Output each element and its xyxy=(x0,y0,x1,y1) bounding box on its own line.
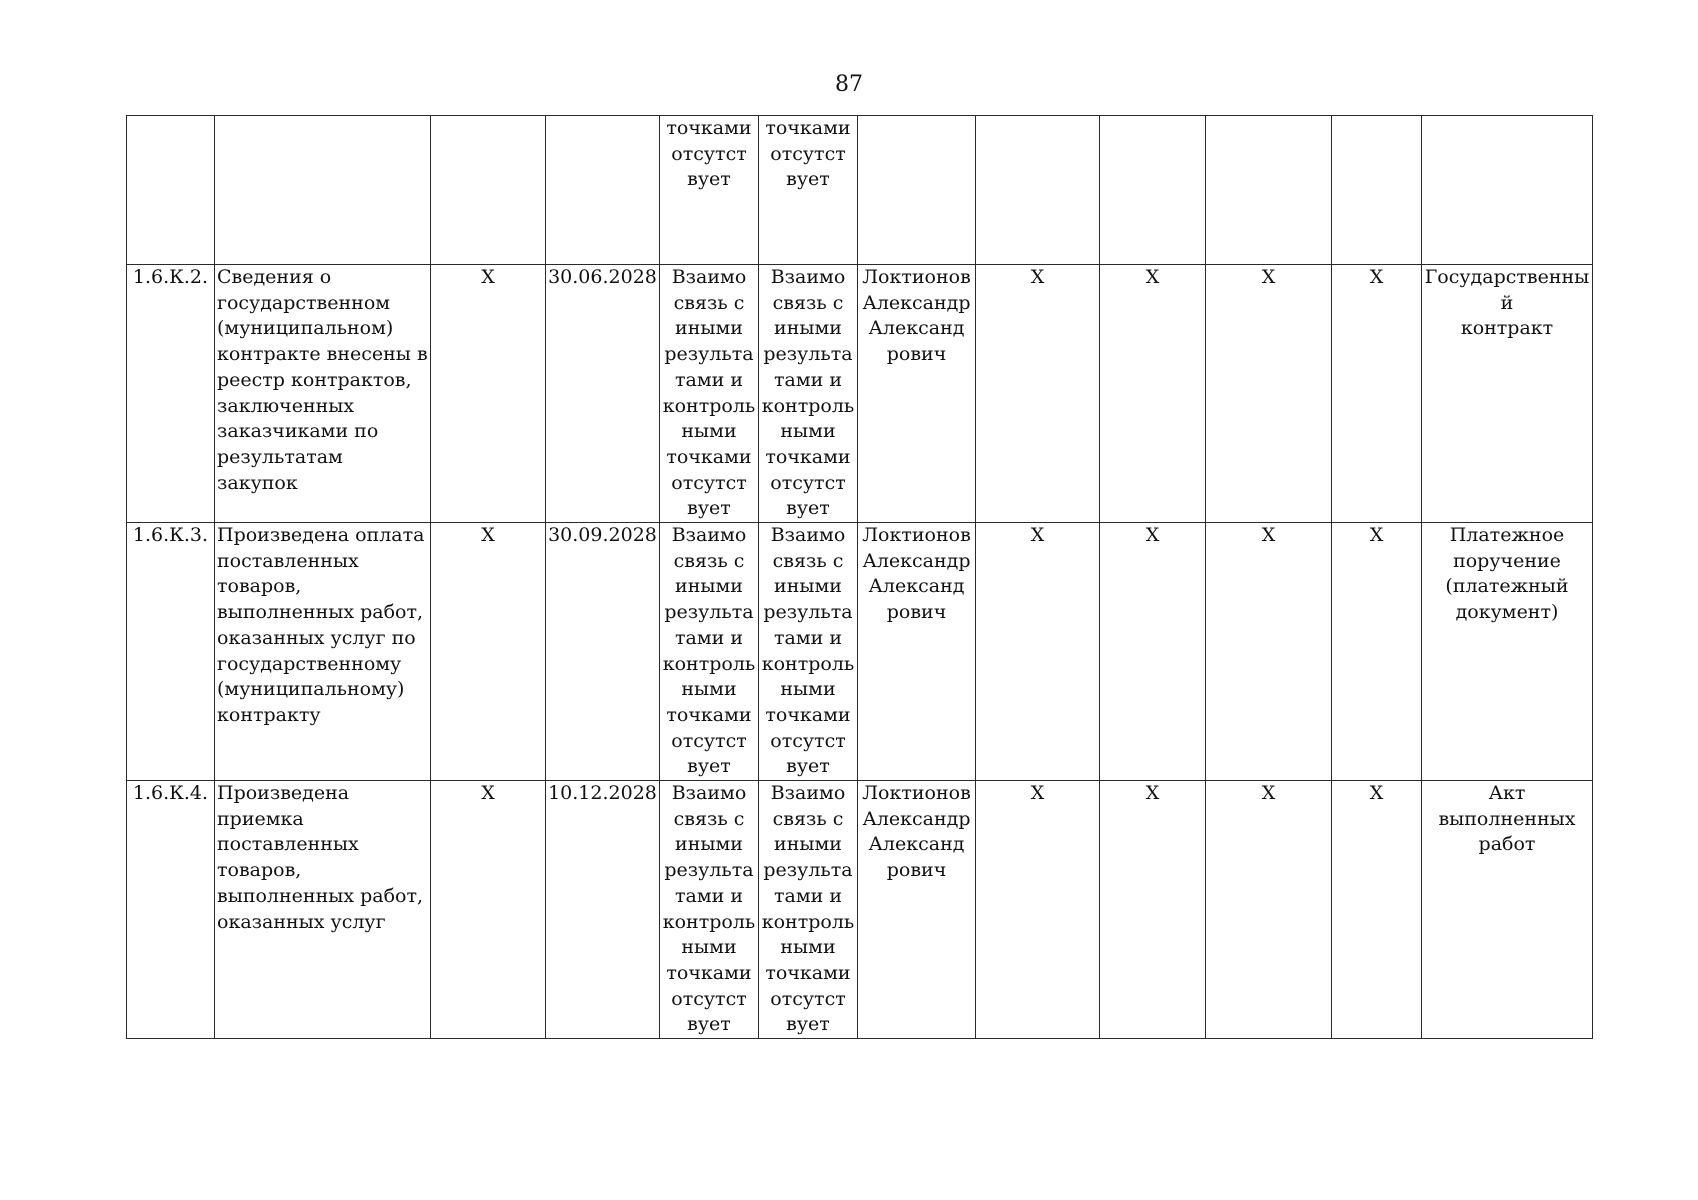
row-description xyxy=(215,116,431,265)
row-date: 10.12.2028 xyxy=(546,781,660,1039)
row-document: Акт выполненных работ xyxy=(1422,781,1593,1039)
table-row xyxy=(127,781,1593,1039)
row-col10 xyxy=(1206,116,1332,265)
row-description: Сведения о государственном (муниципальном) контракте внесены в реестр контрактов, заключенных заказчиками по результатам закупок xyxy=(215,265,431,523)
row-code xyxy=(127,116,215,265)
row-col11 xyxy=(1332,116,1422,265)
row-code: 1.6.К.3. xyxy=(127,523,215,781)
row-col10: Х xyxy=(1206,781,1332,1039)
row-col3: Х xyxy=(431,265,546,523)
row-col8: Х xyxy=(976,523,1100,781)
row-col10: Х xyxy=(1206,265,1332,523)
row-date xyxy=(546,116,660,265)
row-col9: Х xyxy=(1100,523,1206,781)
row-person: Локтионов Александр Александ рович xyxy=(858,265,976,523)
row-date: 30.09.2028 xyxy=(546,523,660,781)
row-code: 1.6.К.4. xyxy=(127,781,215,1039)
table-row xyxy=(127,265,1593,523)
row-col10: Х xyxy=(1206,523,1332,781)
row-col8 xyxy=(976,116,1100,265)
table-row xyxy=(127,116,1593,265)
row-link-a: Взаимо связь с иными результа тами и контроль ными точками отсутст вует xyxy=(660,265,759,523)
row-col3: Х xyxy=(431,523,546,781)
row-col8: Х xyxy=(976,781,1100,1039)
row-col9: Х xyxy=(1100,265,1206,523)
row-description: Произведена приемка поставленных товаров, выполненных работ, оказанных услуг xyxy=(215,781,431,1039)
row-link-b: Взаимо связь с иными результа тами и контроль ными точками отсутст вует xyxy=(759,265,858,523)
row-col8: Х xyxy=(976,265,1100,523)
row-link-a: Взаимо связь с иными результа тами и контроль ными точками отсутст вует xyxy=(660,781,759,1039)
row-document xyxy=(1422,116,1593,265)
row-link-b: Взаимо связь с иными результа тами и контроль ными точками отсутст вует xyxy=(759,523,858,781)
row-person: Локтионов Александр Александ рович xyxy=(858,781,976,1039)
row-document: Государственный контракт xyxy=(1422,265,1593,523)
table-row xyxy=(127,523,1593,781)
row-person: Локтионов Александр Александ рович xyxy=(858,523,976,781)
row-col11: Х xyxy=(1332,523,1422,781)
row-link-a: точками отсутст вует xyxy=(660,116,759,265)
page-number: 87 xyxy=(835,72,863,97)
row-description: Произведена оплата поставленных товаров, выполненных работ, оказанных услуг по государственному (муниципальному) контракту xyxy=(215,523,431,781)
control-points-table xyxy=(126,115,1593,1039)
row-col3 xyxy=(431,116,546,265)
row-col9 xyxy=(1100,116,1206,265)
row-document: Платежное поручение (платежный документ) xyxy=(1422,523,1593,781)
row-col3: Х xyxy=(431,781,546,1039)
row-col11: Х xyxy=(1332,265,1422,523)
row-col9: Х xyxy=(1100,781,1206,1039)
row-link-b: Взаимо связь с иными результа тами и контроль ными точками отсутст вует xyxy=(759,781,858,1039)
row-date: 30.06.2028 xyxy=(546,265,660,523)
row-code: 1.6.К.2. xyxy=(127,265,215,523)
row-col11: Х xyxy=(1332,781,1422,1039)
row-person xyxy=(858,116,976,265)
row-link-b: точками отсутст вует xyxy=(759,116,858,265)
row-link-a: Взаимо связь с иными результа тами и контроль ными точками отсутст вует xyxy=(660,523,759,781)
